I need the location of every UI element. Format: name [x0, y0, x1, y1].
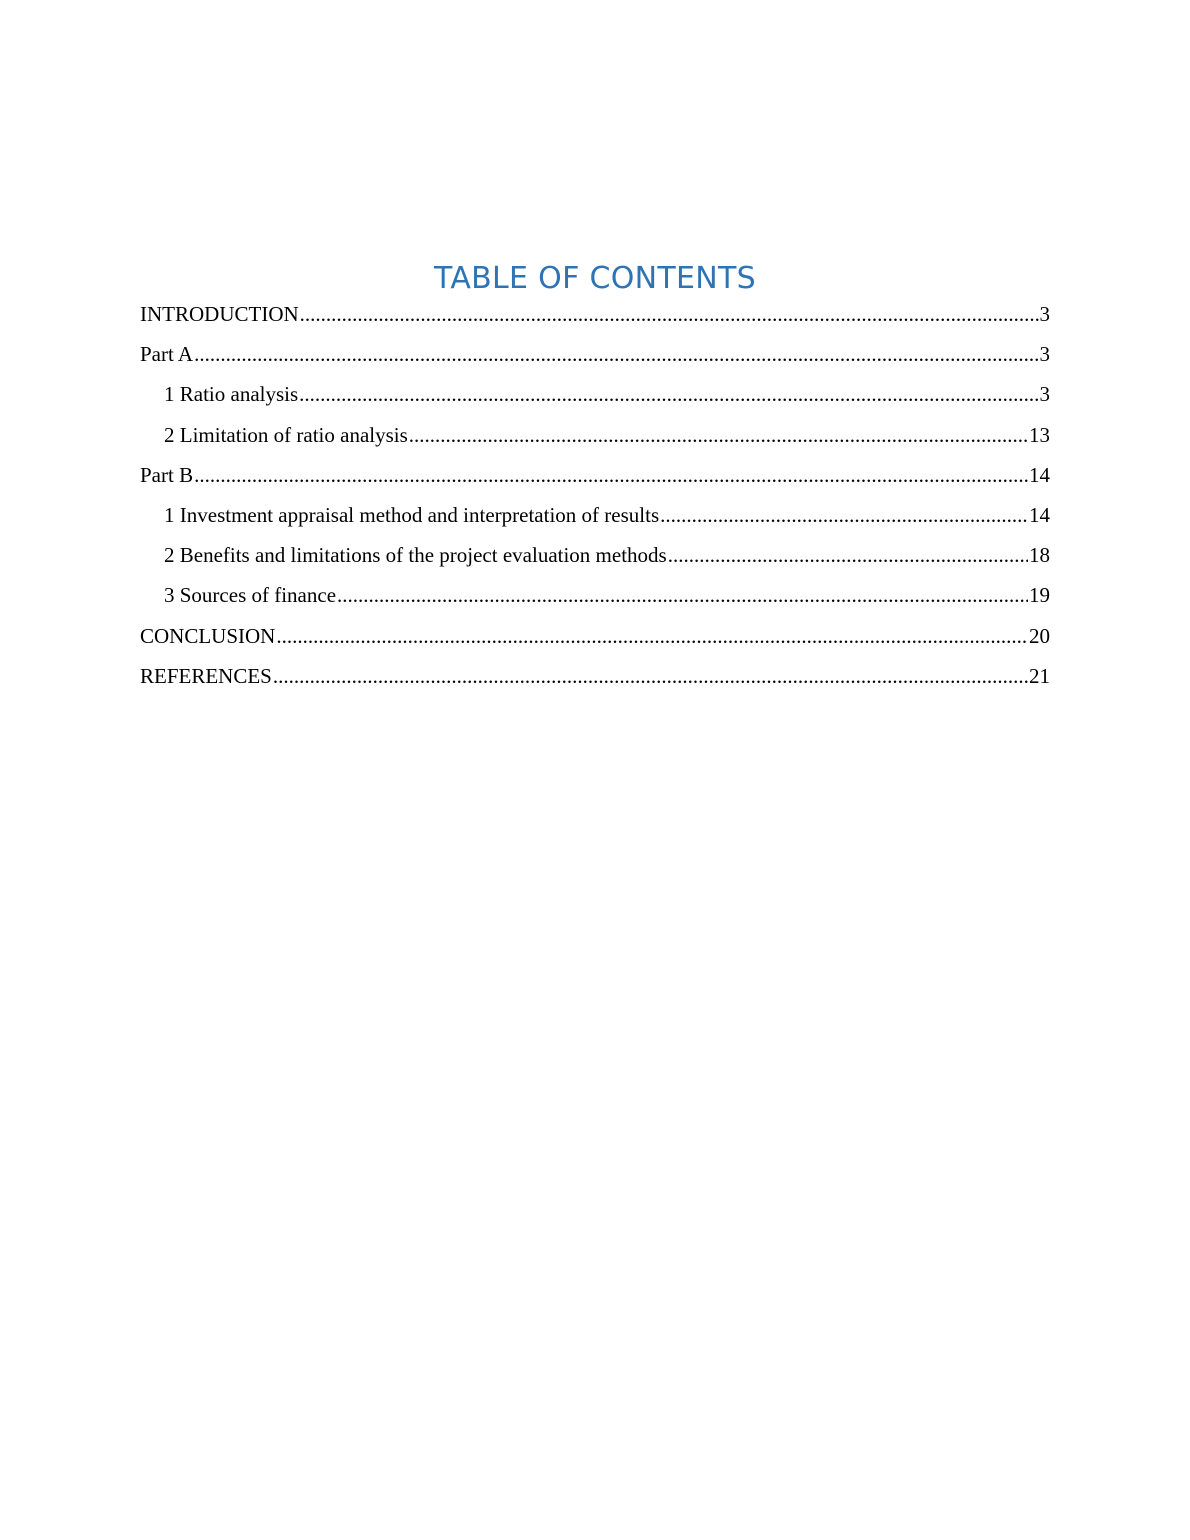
toc-entry-references[interactable]	[140, 662, 1050, 702]
toc-entry-page: 20	[1029, 623, 1050, 648]
toc-entry-page: 3	[1039, 382, 1050, 407]
toc-entry-page: 3	[1039, 342, 1050, 367]
toc-entry-page: 18	[1029, 543, 1050, 568]
toc-entry-page: 13	[1029, 422, 1050, 447]
toc-dot-leader	[299, 380, 1038, 408]
toc-entry-limitation-of-ratio-analysis[interactable]	[140, 421, 1050, 461]
toc-entry-investment-appraisal[interactable]	[140, 501, 1050, 541]
toc-entry-page: 14	[1029, 502, 1050, 527]
toc-dot-leader	[194, 461, 1028, 489]
toc-entry-label: 1 Ratio analysis	[164, 382, 299, 407]
toc-entry-page: 14	[1029, 462, 1050, 487]
toc-dot-leader	[273, 662, 1028, 690]
toc-entry-label: Part B	[140, 462, 194, 487]
toc-entry-page: 3	[1039, 302, 1050, 326]
toc-entry-label: CONCLUSION	[140, 623, 276, 648]
toc-entry-page: 19	[1029, 583, 1050, 608]
toc-entry-label: 3 Sources of finance	[164, 583, 337, 608]
toc-entry-part-b[interactable]	[140, 461, 1050, 501]
toc-dot-leader	[194, 340, 1038, 368]
toc-entry-part-a[interactable]	[140, 340, 1050, 380]
toc-dot-leader	[660, 501, 1028, 529]
toc-entry-sources-of-finance[interactable]	[140, 581, 1050, 621]
toc-dot-leader	[300, 300, 1039, 328]
toc-dot-leader	[409, 421, 1028, 449]
toc-entry-label: INTRODUCTION	[140, 302, 299, 326]
toc-entry-label: 2 Benefits and limitations of the project evaluation methods	[164, 543, 667, 568]
toc-list	[140, 300, 1050, 702]
toc-dot-leader	[276, 622, 1028, 650]
toc-entry-label: REFERENCES	[140, 663, 272, 688]
table-of-contents	[140, 258, 1050, 702]
toc-entry-conclusion[interactable]	[140, 622, 1050, 662]
toc-entry-label: 1 Investment appraisal method and interpretation of results	[164, 502, 660, 527]
toc-entry-introduction[interactable]	[140, 300, 1050, 340]
toc-entry-page: 21	[1029, 663, 1050, 688]
toc-title: TABLE OF CONTENTS	[434, 261, 756, 296]
toc-entry-label: 2 Limitation of ratio analysis	[164, 422, 408, 447]
toc-entry-ratio-analysis[interactable]	[140, 380, 1050, 420]
toc-dot-leader	[668, 541, 1028, 569]
toc-entry-label: Part A	[140, 342, 194, 367]
toc-entry-benefits-and-limitations[interactable]	[140, 541, 1050, 581]
toc-dot-leader	[337, 581, 1028, 609]
